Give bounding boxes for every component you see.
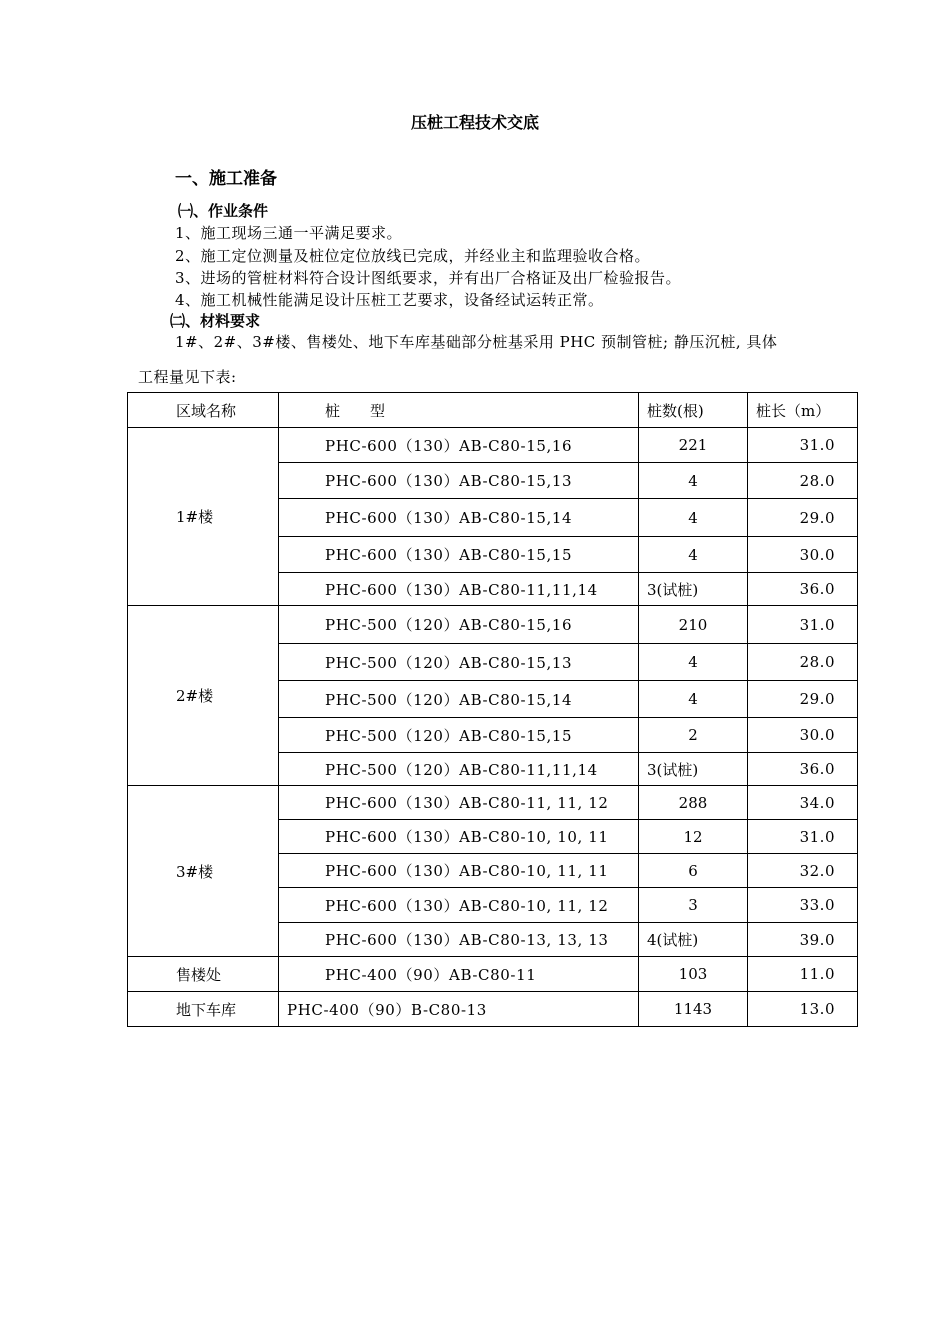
pile-count-cell: 288 — [639, 786, 748, 820]
zone-cell: 3#楼 — [128, 786, 279, 957]
pile-count-cell: 3(试桩) — [639, 573, 748, 606]
pile-length-cell: 32.0 — [748, 854, 858, 888]
subsection-heading-materials: ㈡、材料要求 — [170, 312, 261, 330]
zone-cell: 地下车库 — [128, 992, 279, 1027]
pile-type-cell: PHC-600（130）AB-C80-10, 11, 11 — [279, 854, 639, 888]
pile-length-cell: 36.0 — [748, 573, 858, 606]
pile-count-cell: 4 — [639, 463, 748, 499]
pile-count-cell: 4(试桩) — [639, 923, 748, 957]
pile-count-cell: 3(试桩) — [639, 753, 748, 786]
zone-cell: 售楼处 — [128, 957, 279, 992]
condition-item: 3、进场的管桩材料符合设计图纸要求，并有出厂合格证及出厂检验报告。 — [175, 269, 682, 287]
pile-count-cell: 4 — [639, 499, 748, 537]
pile-length-cell: 30.0 — [748, 718, 858, 753]
materials-paragraph-line2: 工程量见下表: — [138, 368, 237, 386]
pile-count-cell: 103 — [639, 957, 748, 992]
materials-paragraph-line1: 1#、2#、3#楼、售楼处、地下车库基础部分桩基采用 PHC 预制管桩; 静压沉桩, 具体 — [175, 333, 778, 351]
pile-count-cell: 12 — [639, 820, 748, 854]
pile-type-cell: PHC-600（130）AB-C80-15,16 — [279, 428, 639, 463]
pile-count-cell: 3 — [639, 888, 748, 923]
table-row — [128, 428, 858, 463]
pile-length-cell: 28.0 — [748, 463, 858, 499]
subsection-heading-conditions: ㈠、作业条件 — [178, 202, 269, 220]
pile-type-cell: PHC-600（130）AB-C80-11, 11, 12 — [279, 786, 639, 820]
table-row — [128, 957, 858, 992]
pile-type-cell: PHC-600（130）AB-C80-13, 13, 13 — [279, 923, 639, 957]
table-header-row — [128, 393, 858, 428]
header-pile-count: 桩数(根) — [639, 393, 748, 428]
pile-length-cell: 29.0 — [748, 681, 858, 718]
pile-type-cell: PHC-600（130）AB-C80-10, 11, 12 — [279, 888, 639, 923]
pile-count-cell: 1143 — [639, 992, 748, 1027]
pile-type-cell: PHC-600（130）AB-C80-10, 10, 11 — [279, 820, 639, 854]
pile-count-cell: 221 — [639, 428, 748, 463]
pile-type-cell: PHC-600（130）AB-C80-11,11,14 — [279, 573, 639, 606]
pile-length-cell: 11.0 — [748, 957, 858, 992]
pile-length-cell: 33.0 — [748, 888, 858, 923]
pile-length-cell: 31.0 — [748, 428, 858, 463]
condition-item: 1、施工现场三通一平满足要求。 — [175, 224, 403, 242]
zone-cell: 2#楼 — [128, 606, 279, 786]
pile-count-cell: 4 — [639, 681, 748, 718]
pile-count-cell: 2 — [639, 718, 748, 753]
pile-length-cell: 39.0 — [748, 923, 858, 957]
table-row — [128, 786, 858, 820]
pile-count-cell: 6 — [639, 854, 748, 888]
header-pile-length: 桩长（m） — [748, 393, 858, 428]
pile-quantity-table — [127, 392, 858, 1027]
pile-count-cell: 4 — [639, 537, 748, 573]
header-zone: 区域名称 — [128, 393, 279, 428]
pile-length-cell: 13.0 — [748, 992, 858, 1027]
pile-type-cell: PHC-500（120）AB-C80-15,16 — [279, 606, 639, 644]
page-title: 压桩工程技术交底 — [410, 113, 539, 132]
pile-length-cell: 28.0 — [748, 644, 858, 681]
pile-type-cell: PHC-400（90）AB-C80-11 — [279, 957, 639, 992]
pile-type-cell: PHC-500（120）AB-C80-15,15 — [279, 718, 639, 753]
table-row — [128, 992, 858, 1027]
pile-length-cell: 36.0 — [748, 753, 858, 786]
condition-item: 2、施工定位测量及桩位定位放线已完成，并经业主和监理验收合格。 — [175, 247, 651, 265]
pile-type-cell: PHC-500（120）AB-C80-15,13 — [279, 644, 639, 681]
pile-length-cell: 30.0 — [748, 537, 858, 573]
pile-type-cell: PHC-500（120）AB-C80-11,11,14 — [279, 753, 639, 786]
table-row — [128, 606, 858, 644]
condition-item: 4、施工机械性能满足设计压桩工艺要求，设备经试运转正常。 — [175, 291, 604, 309]
section-heading-preparation: 一、施工准备 — [175, 169, 277, 189]
header-pile-type: 桩 型 — [279, 393, 639, 428]
pile-type-cell: PHC-600（130）AB-C80-15,13 — [279, 463, 639, 499]
pile-type-cell: PHC-600（130）AB-C80-15,14 — [279, 499, 639, 537]
pile-type-cell: PHC-600（130）AB-C80-15,15 — [279, 537, 639, 573]
pile-count-cell: 210 — [639, 606, 748, 644]
pile-type-cell: PHC-400（90）B-C80-13 — [279, 992, 639, 1027]
zone-cell: 1#楼 — [128, 428, 279, 606]
pile-length-cell: 31.0 — [748, 820, 858, 854]
pile-count-cell: 4 — [639, 644, 748, 681]
pile-length-cell: 31.0 — [748, 606, 858, 644]
pile-type-cell: PHC-500（120）AB-C80-15,14 — [279, 681, 639, 718]
pile-length-cell: 29.0 — [748, 499, 858, 537]
pile-length-cell: 34.0 — [748, 786, 858, 820]
